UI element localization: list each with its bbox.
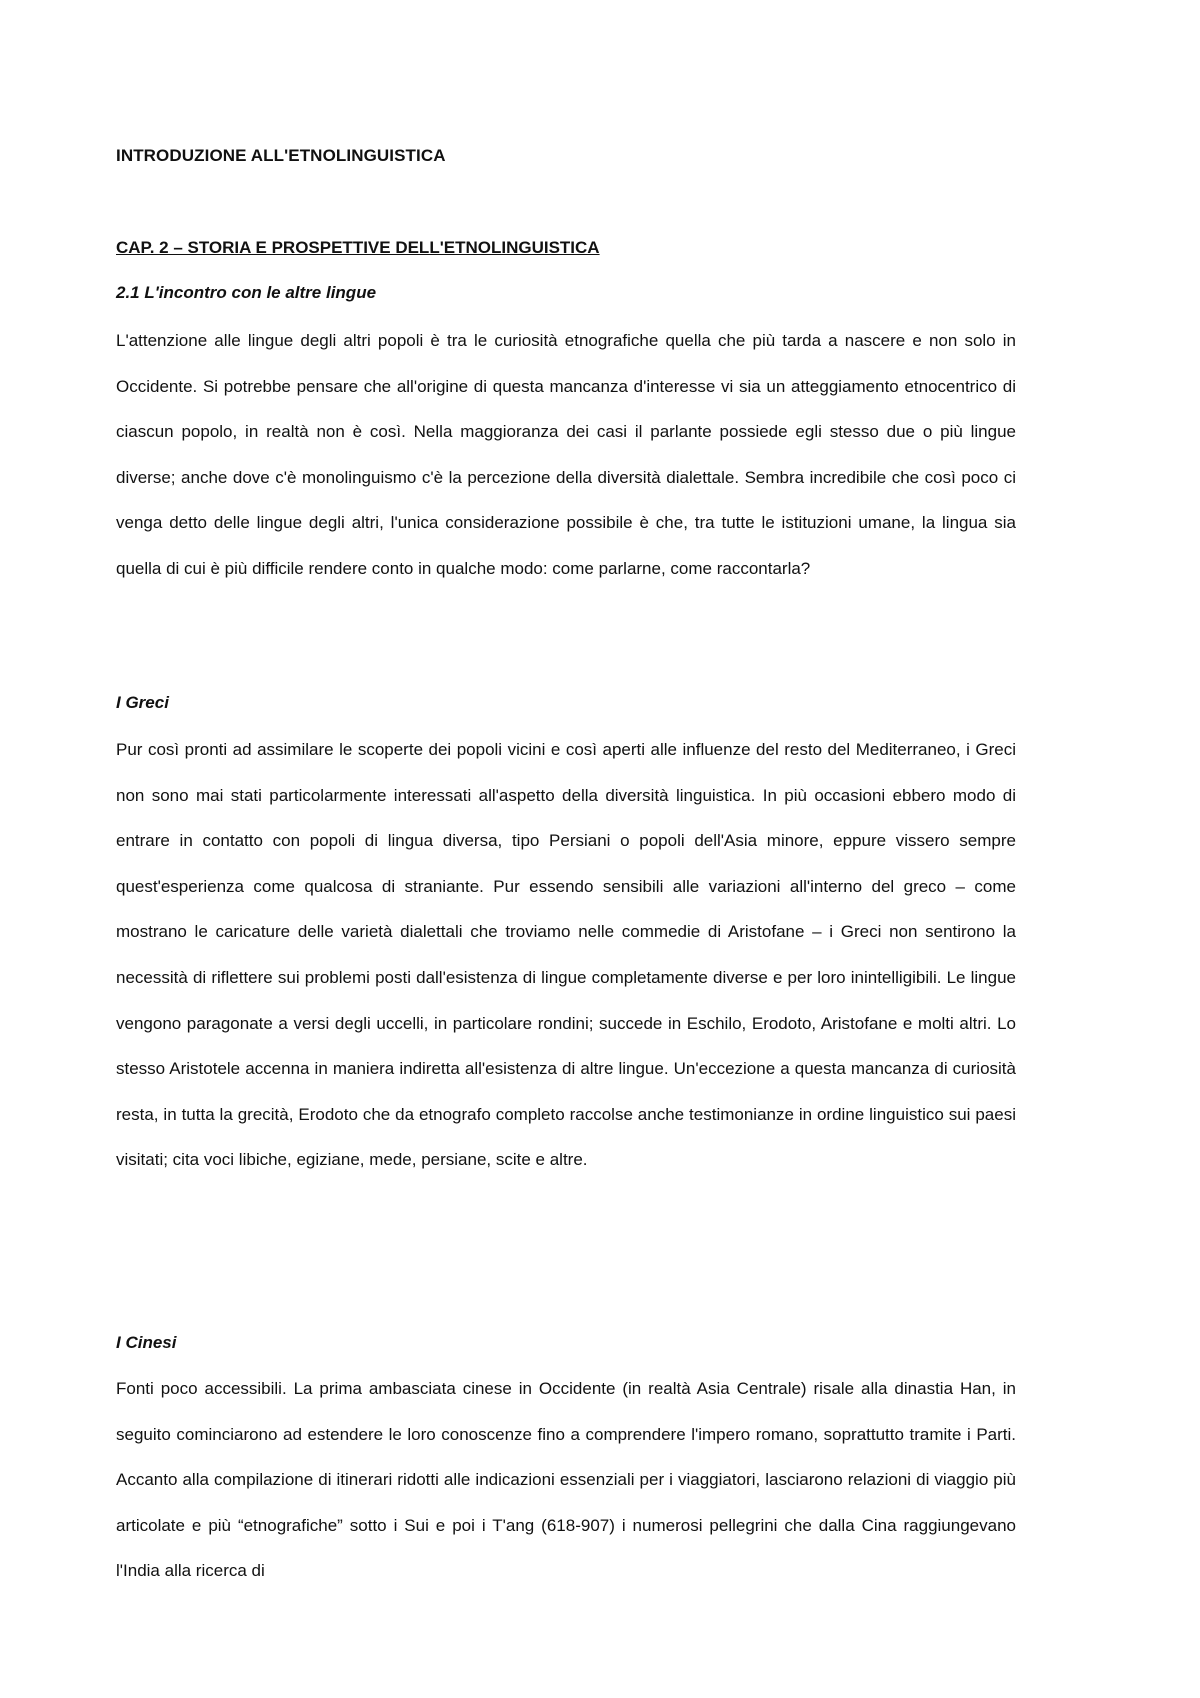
- paragraph-greci: Pur così pronti ad assimilare le scoperte dei popoli vicini e così aperti alle influenze del resto del Mediterraneo, i Greci non sono mai stati particolarmente interessati all'aspetto della diversità linguistica. In più occasioni ebbero modo di entrare in contatto con popoli di lingua diversa, tipo Persiani o popoli dell'Asia minore, eppure vissero sempre quest'esperienza come qualcosa di straniante. Pur essendo sensibili alle variazioni all'interno del greco – come mostrano le caricature delle varietà dialettali che troviamo nelle commedie di Aristofane – i Greci non sentirono la necessità di riflettere sui problemi posti dall'esistenza di lingue completamente diverse e per loro inintelligibili. Le lingue vengono paragonate a versi degli uccelli, in particolare rondini; succede in Eschilo, Erodoto, Aristofane e molti altri. Lo stesso Aristotele accenna in maniera indiretta all'esistenza di altre lingue. Un'eccezione a questa mancanza di curiosità resta, in tutta la grecità, Erodoto che da etnografo completo raccolse anche testimonianze in ordine linguistico sui paesi visitati; cita voci libiche, egiziane, mede, persiane, scite e altre.: [116, 740, 1016, 1170]
- section-heading: 2.1 L'incontro con le altre lingue: [116, 283, 377, 302]
- chapter-heading: CAP. 2 – STORIA E PROSPETTIVE DELL'ETNOLINGUISTICA: [116, 238, 600, 257]
- paragraph-cinesi: Fonti poco accessibili. La prima ambasciata cinese in Occidente (in realtà Asia Centrale) risale alla dinastia Han, in seguito cominciarono ad estendere le loro conoscenze fino a comprendere l'impero romano, soprattutto tramite i Parti. Accanto alla compilazione di itinerari ridotti alle indicazioni essenziali per i viaggiatori, lasciarono relazioni di viaggio più articolate e più “etnografiche” sotto i Sui e poi i T'ang (618-907) i numerosi pellegrini che dalla Cina raggiungevano l'India alla ricerca di: [116, 1379, 1016, 1581]
- paragraph-intro: L'attenzione alle lingue degli altri popoli è tra le curiosità etnografiche quella che più tarda a nascere e non solo in Occidente. Si potrebbe pensare che all'origine di questa mancanza d'interesse vi sia un atteggiamento etnocentrico di ciascun popolo, in realtà non è così. Nella maggioranza dei casi il parlante possiede egli stesso due o più lingue diverse; anche dove c'è monolinguismo c'è la percezione della diversità dialettale. Sembra incredibile che così poco ci venga detto delle lingue degli altri, l'unica considerazione possibile è che, tra tutte le istituzioni umane, la lingua sia quella di cui è più difficile rendere conto in qualche modo: come parlarne, come raccontarla?: [116, 331, 1016, 578]
- subheading-cinesi: I Cinesi: [116, 1333, 177, 1352]
- subheading-greci: I Greci: [116, 693, 169, 712]
- document-title: INTRODUZIONE ALL'ETNOLINGUISTICA: [116, 146, 446, 165]
